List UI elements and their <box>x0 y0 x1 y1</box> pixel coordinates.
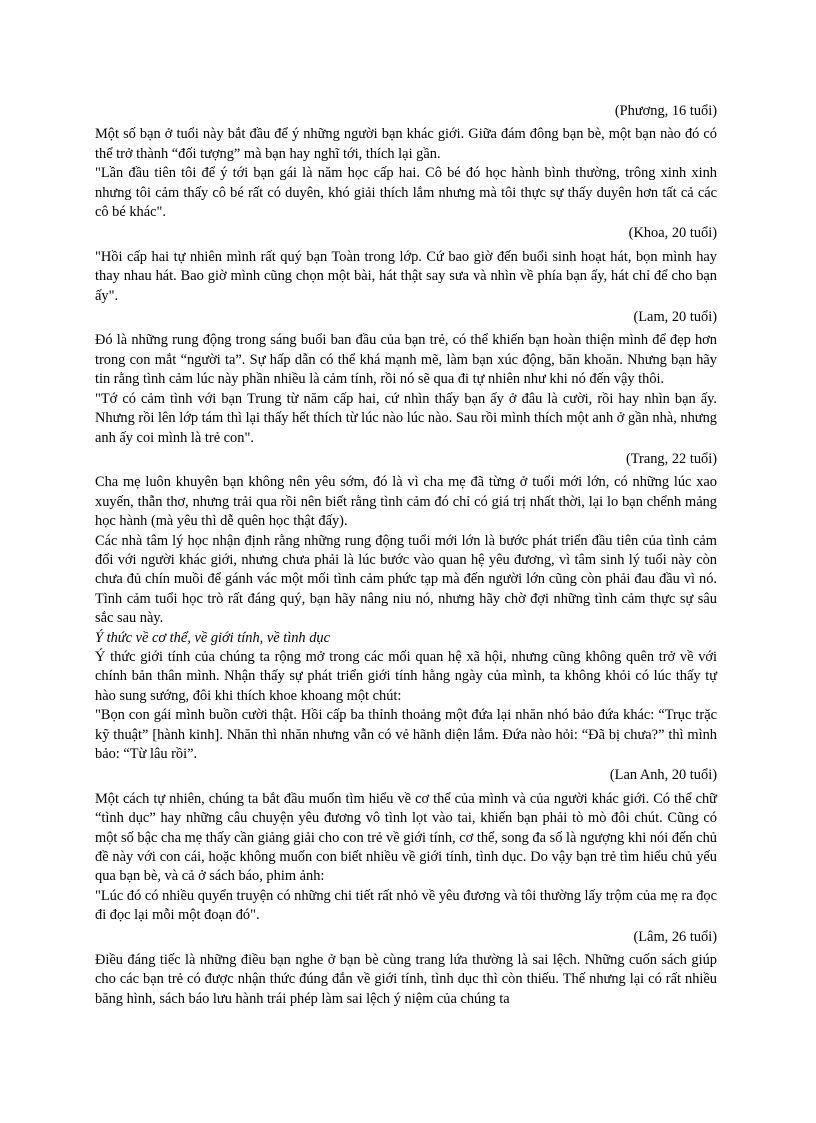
quote-trang: "Tớ có cảm tình với bạn Trung từ năm cấp hai, cứ nhìn thấy bạn ấy ở đâu là cười, rồi hay nhìn bạn ấy. Nhưng rồi lên lớp tám thì lại thấy hết thích từ lúc nào lúc nào. Sau rồi mình thích một anh ở gần nhà, nhưng anh ấy coi mình là trẻ con". <box>95 390 717 446</box>
attribution-lam: (Lam, 20 tuổi) <box>633 309 717 326</box>
attribution-lam-26: (Lâm, 26 tuổi) <box>633 928 717 945</box>
paragraph-cha-me: Cha mẹ luôn khuyên bạn không nên yêu sớm, đó là vì cha mẹ đã từng ở tuổi mới lớn, có những lúc xao xuyến, thẫn thơ, nhưng trải qua rồi nên biết rằng tình cảm đó chỉ có giá trị nhất thời, lại lo bạn chểnh mảng học hành (mà yêu thì dễ quên học thật đấy). <box>95 474 717 530</box>
section-heading: Ý thức về cơ thể, về giới tính, về tình dục <box>95 629 331 646</box>
document-page <box>95 100 717 1009</box>
quote-lam-26: "Lúc đó có nhiều quyển truyện có những chi tiết rất nhỏ về yêu đương và tôi thường lấy trộm của mẹ ra đọc đi đọc lại mỗi một đoạn đó". <box>95 887 717 924</box>
paragraph-tu-nhien: Một cách tự nhiên, chúng ta bắt đầu muốn tìm hiểu về cơ thể của mình và của người khác giới. Có thể chữ “tình dục” hay những câu chuyện yêu đương vô tình lọt vào tai, khiến bạn phải tò mò đôi chút. Cũng có một số bậc cha mẹ thấy cần giảng giải cho con trẻ về giới tính, cơ thể, song đa số là ngượng khi nói đến chủ đề này với con cái, hoặc không muốn con biết nhiều về giới tính, tình dục. Do vậy bạn trẻ tìm hiểu chủ yếu qua bạn bè, và cả ở sách báo, phim ảnh: <box>95 790 717 885</box>
attribution-trang: (Trang, 22 tuổi) <box>625 450 717 467</box>
quote-lam: "Hồi cấp hai tự nhiên mình rất quý bạn Toàn trong lớp. Cứ bao giờ đến buổi sinh hoạt hát, bọn mình hay thay nhau hát. Bao giờ mình cũng chọn một bài, hát thật say sưa và nhìn về phía bạn ấy, hát chỉ để cho bạn ấy". <box>95 248 717 304</box>
paragraph-rung-dong: Đó là những rung động trong sáng buổi ban đầu của bạn trẻ, có thể khiến bạn hoàn thiện mình để đẹp hơn trong con mắt “người ta”. Sự hấp dẫn có thể khá mạnh mẽ, làm bạn xúc động, băn khoăn. Nhưng bạn hãy tin rằng tình cảm lúc này phần nhiều là cảm tính, rồi nó sẽ qua đi tự nhiên như khi nó đến vậy thôi. <box>95 332 717 388</box>
paragraph-y-thuc: Ý thức giới tính của chúng ta rộng mở trong các mối quan hệ xã hội, nhưng cũng không quên trở về với chính bản thân mình. Nhận thấy sự phát triển giới tính hằng ngày của mình, ta không khỏi có lúc thấy tự hào sung sướng, đôi khi thích khoe khoang một chút: <box>95 648 717 704</box>
paragraph-dang-tiec: Điều đáng tiếc là những điều bạn nghe ở bạn bè cùng trang lứa thường là sai lệch. Những cuốn sách giúp cho các bạn trẻ có được nhận thức đúng đắn về giới tính, tình dục thì còn thiếu. Thế nhưng lại có rất nhiều băng hình, sách báo lưu hành trái phép làm sai lệch ý niệm của chúng ta <box>95 952 717 1007</box>
attribution-khoa: (Khoa, 20 tuổi) <box>628 225 717 242</box>
quote-khoa: "Lần đầu tiên tôi để ý tới bạn gái là năm học cấp hai. Cô bé đó học hành bình thường, trông xinh xinh nhưng tôi cảm thấy cô bé rất có duyên, khó giải thích lắm nhưng mà tôi thực sự thấy duyên hơn tất cả các cô bé khác". <box>95 165 717 221</box>
paragraph-tam-ly: Các nhà tâm lý học nhận định rằng những rung động tuổi mới lớn là bước phát triển đầu tiên của tình cảm đối với người khác giới, nhưng chưa phải là lúc bước vào quan hệ yêu đương, vì tâm sinh lý tuổi này còn chưa đủ chín muồi để gánh vác một mối tình cảm phức tạp mà đến người lớn cũng còn phải đau đầu vì nó. Tình cảm tuổi học trò rất đáng quý, bạn hãy nâng niu nó, nhưng hãy chờ đợi những tình cảm thực sự sâu sắc sau này. <box>95 532 717 627</box>
attribution-phuong: (Phương, 16 tuổi) <box>614 103 717 119</box>
quote-lan-anh: "Bọn con gái mình buồn cười thật. Hồi cấp ba thỉnh thoảng một đứa lại nhăn nhó bảo đứa khác: “Trục trặc kỹ thuật” [hành kinh]. Nhăn thì nhăn nhưng vẫn có vẻ hãnh diện lắm. Đứa nào hỏi: “Đã bị chưa?” thì mình bảo: “Từ lâu rồi”. <box>95 707 717 762</box>
paragraph-intro: Một số bạn ở tuổi này bắt đầu để ý những người bạn khác giới. Giữa đám đông bạn bè, một bạn nào đó có thể trở thành “đối tượng” mà bạn hay nghĩ tới, thích lại gần. <box>95 126 717 162</box>
attribution-lan-anh: (Lan Anh, 20 tuổi) <box>609 767 717 784</box>
